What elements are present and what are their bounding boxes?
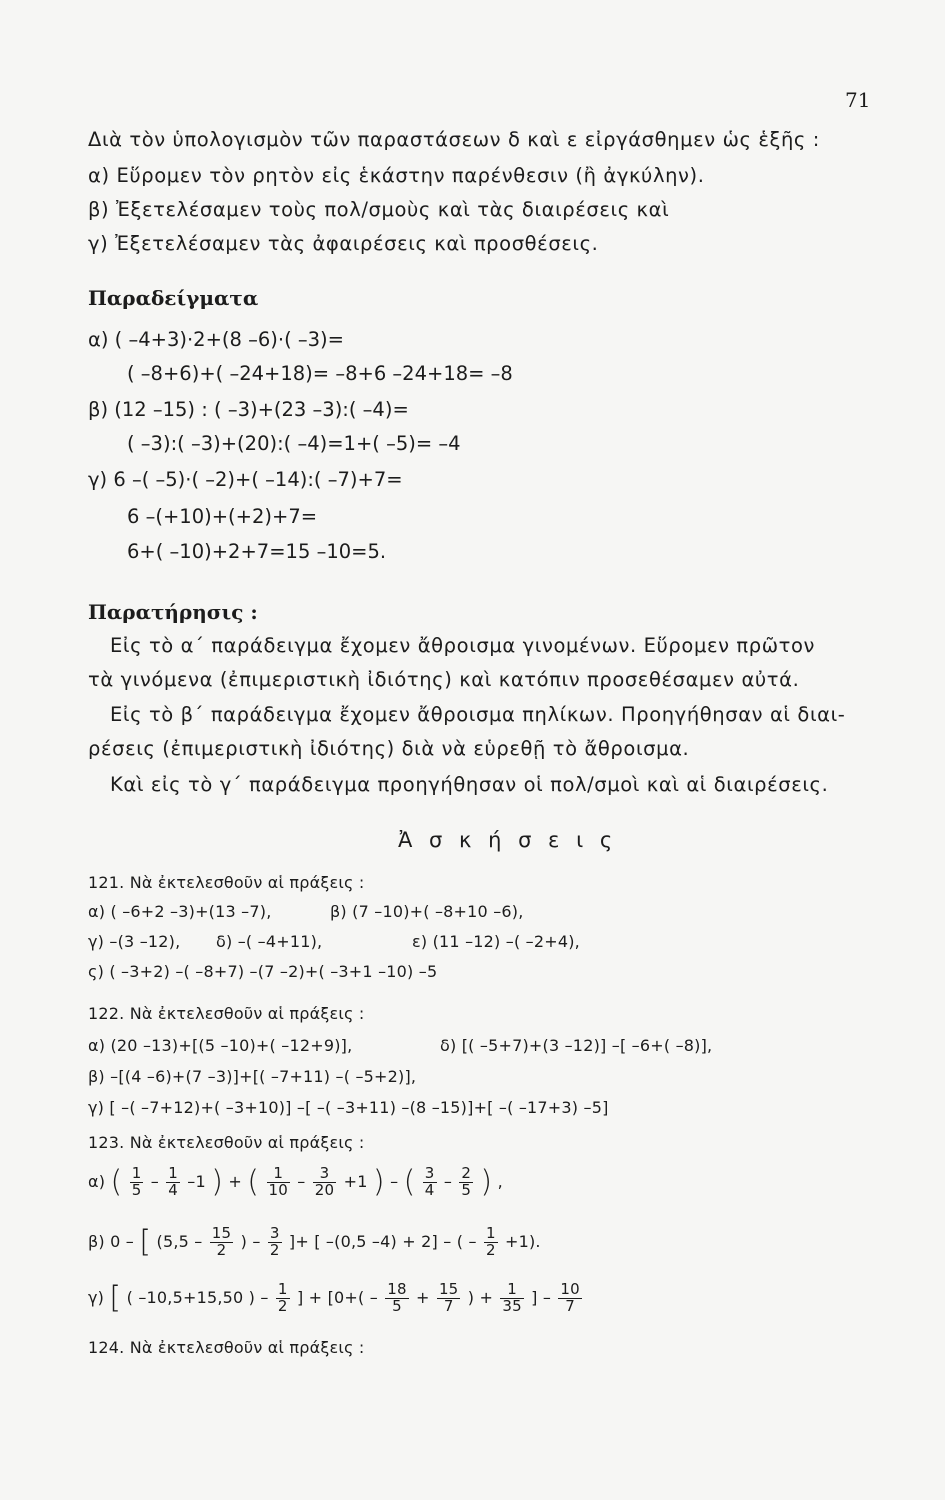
- intro-step-b: β) Ἐξετελέσαμεν τοὺς πολ/σμοὺς καὶ τὰς διαιρέσεις καὶ: [88, 198, 670, 221]
- term: –1: [187, 1171, 206, 1191]
- fraction: [268, 1226, 282, 1259]
- fraction: [210, 1226, 234, 1259]
- item-label: γ): [88, 1287, 105, 1307]
- numerator: 1: [267, 1166, 291, 1183]
- denominator: 7: [443, 1296, 454, 1315]
- remark-line: Εἰς τὸ β΄ παράδειγμα ἔχομεν ἄθροισμα πηλίκων. Προηγήθησαν αἱ διαι-: [110, 703, 846, 726]
- denominator: 4: [168, 1180, 178, 1199]
- numerator: 10: [560, 1280, 580, 1298]
- exercise-124-heading: 124. Νὰ ἐκτελεσθοῦν αἱ πράξεις :: [88, 1338, 365, 1357]
- intro-step-a: α) Εὕρομεν τὸν ρητὸν εἰς ἑκάστην παρένθεσιν (ἢ ἀγκύλην).: [88, 164, 705, 187]
- examples-heading: Παραδείγματα: [88, 286, 259, 310]
- exercise-122-line: γ) [ –( –7+12)+( –3+10)] –[ –( –3+11) –(8 –15)]+[ –( –17+3) –5]: [88, 1098, 609, 1117]
- denominator: 20: [314, 1180, 335, 1199]
- numerator: 3: [424, 1164, 435, 1182]
- operator: +: [228, 1171, 242, 1191]
- exercises-title: Ἀ σ κ ή σ ε ι ς: [398, 828, 618, 852]
- exercise-123-gamma: [88, 1282, 584, 1315]
- term: ( –10,5+15,50 ) –: [126, 1287, 269, 1307]
- fraction: [423, 1166, 437, 1199]
- numerator: 1: [277, 1280, 288, 1298]
- numerator: 1: [131, 1164, 142, 1182]
- term: ) –: [240, 1231, 261, 1251]
- denominator: 5: [461, 1180, 472, 1199]
- fraction: [313, 1166, 337, 1199]
- term: +1).: [505, 1231, 541, 1251]
- denominator: 2: [216, 1240, 227, 1259]
- numerator: 1: [485, 1224, 496, 1242]
- remark-line: Εἰς τὸ α΄ παράδειγμα ἔχομεν ἄθροισμα γινομένων. Εὕρομεν πρῶτον: [110, 634, 815, 657]
- intro-step-c: γ) Ἐξετελέσαμεν τὰς ἀφαιρέσεις καὶ προσθέσεις.: [88, 232, 599, 255]
- exercise-121-heading: 121. Νὰ ἐκτελεσθοῦν αἱ πράξεις :: [88, 873, 365, 892]
- exercise-121-line: α) ( –6+2 –3)+(13 –7),: [88, 902, 272, 921]
- denominator: 7: [565, 1296, 576, 1315]
- punctuation: ,: [497, 1171, 503, 1191]
- fraction: [276, 1282, 290, 1315]
- fraction: [437, 1282, 461, 1315]
- denominator: 5: [392, 1296, 402, 1315]
- exercise-123-alpha: [88, 1166, 503, 1199]
- denominator: 4: [424, 1180, 435, 1199]
- numerator: 15: [211, 1224, 232, 1242]
- item-label: β) 0 –: [88, 1231, 135, 1251]
- fraction: [166, 1166, 180, 1199]
- term: ] –: [531, 1287, 552, 1307]
- numerator: 18: [387, 1280, 407, 1298]
- numerator: 15: [438, 1280, 459, 1298]
- item-label: α): [88, 1171, 106, 1191]
- numerator: 1: [500, 1282, 524, 1299]
- exercise-121-line: δ) –( –4+11),: [216, 932, 323, 951]
- page-number: 71: [845, 88, 871, 112]
- example-line: 6 –(+10)+(+2)+7=: [127, 505, 318, 528]
- fraction: [385, 1282, 409, 1315]
- open-paren: (: [403, 1164, 416, 1200]
- exercise-121-line: ς) ( –3+2) –( –8+7) –(7 –2)+( –3+1 –10) –5: [88, 962, 438, 981]
- example-line: 6+( –10)+2+7=15 –10=5.: [127, 540, 387, 563]
- remark-line: τὰ γινόμενα (ἐπιμεριστικὴ ἰδιότης) καὶ κατόπιν προσεθέσαμεν αὐτά.: [88, 668, 800, 691]
- exercise-122-heading: 122. Νὰ ἐκτελεσθοῦν αἱ πράξεις :: [88, 1004, 365, 1023]
- term: ]+ [ –(0,5 –4) + 2] –: [288, 1231, 452, 1251]
- fraction: [484, 1226, 498, 1259]
- example-line: α) ( –4+3)·2+(8 –6)·( –3)=: [88, 328, 345, 351]
- denominator: 35: [502, 1296, 522, 1315]
- fraction: [130, 1166, 144, 1199]
- operator: –: [390, 1171, 399, 1191]
- intro-lead: Διὰ τὸν ὑπολογισμὸν τῶν παραστάσεων δ καὶ ε εἰργάσθημεν ὡς ἑξῆς :: [88, 128, 820, 151]
- denominator: 5: [131, 1180, 142, 1199]
- numerator: 3: [313, 1166, 337, 1183]
- exercise-121-line: γ) –(3 –12),: [88, 932, 181, 951]
- open-paren: (: [247, 1164, 260, 1200]
- term: ) +: [467, 1287, 494, 1307]
- open-paren: (: [110, 1164, 123, 1200]
- example-line: β) (12 –15) : ( –3)+(23 –3):( –4)=: [88, 398, 409, 421]
- exercise-122-line: α) (20 –13)+[(5 –10)+( –12+9)],: [88, 1036, 353, 1055]
- denominator: 2: [485, 1240, 496, 1259]
- numerator: 2: [461, 1164, 472, 1182]
- example-line: γ) 6 –( –5)·( –2)+( –14):( –7)+7=: [88, 468, 403, 491]
- remark-heading: Παρατήρησις :: [88, 600, 258, 624]
- fraction: [459, 1166, 473, 1199]
- open-bracket: [: [139, 1224, 152, 1260]
- example-line: ( –3):( –3)+(20):( –4)=1+( –5)= –4: [127, 432, 461, 455]
- term: ( –: [456, 1231, 477, 1251]
- operator: –: [443, 1171, 453, 1191]
- fraction: [558, 1282, 582, 1315]
- close-paren: ): [372, 1164, 385, 1200]
- remark-line: ρέσεις (ἐπιμεριστικὴ ἰδιότης) διὰ νὰ εὑρεθῇ τὸ ἄθροισμα.: [88, 737, 690, 760]
- term: (5,5 –: [156, 1231, 203, 1251]
- exercise-121-line: β) (7 –10)+( –8+10 –6),: [330, 902, 524, 921]
- exercise-121-line: ε) (11 –12) –( –2+4),: [412, 932, 580, 951]
- operator: –: [297, 1171, 306, 1191]
- operator: –: [150, 1171, 159, 1191]
- exercise-123-heading: 123. Νὰ ἐκτελεσθοῦν αἱ πράξεις :: [88, 1133, 365, 1152]
- numerator: 1: [168, 1164, 178, 1182]
- close-paren: ): [211, 1164, 224, 1200]
- term: ] + [0+( –: [296, 1287, 378, 1307]
- operator: +: [416, 1287, 430, 1307]
- numerator: 3: [269, 1224, 280, 1242]
- exercise-123-beta: [88, 1226, 541, 1259]
- remark-line: Καὶ εἰς τὸ γ΄ παράδειγμα προηγήθησαν οἱ πολ/σμοὶ καὶ αἱ διαιρέσεις.: [110, 773, 829, 796]
- exercise-122-line: β) –[(4 –6)+(7 –3)]+[( –7+11) –( –5+2)],: [88, 1067, 417, 1086]
- term: +1: [343, 1171, 368, 1191]
- fraction: [500, 1282, 524, 1315]
- example-line: ( –8+6)+( –24+18)= –8+6 –24+18= –8: [127, 362, 513, 385]
- denominator: 10: [268, 1180, 288, 1199]
- denominator: 2: [277, 1296, 288, 1315]
- close-paren: ): [480, 1164, 493, 1200]
- exercise-122-line: δ) [( –5+7)+(3 –12)] –[ –6+( –8)],: [440, 1036, 713, 1055]
- denominator: 2: [269, 1240, 280, 1259]
- fraction: [267, 1166, 291, 1199]
- open-bracket: [: [109, 1280, 122, 1316]
